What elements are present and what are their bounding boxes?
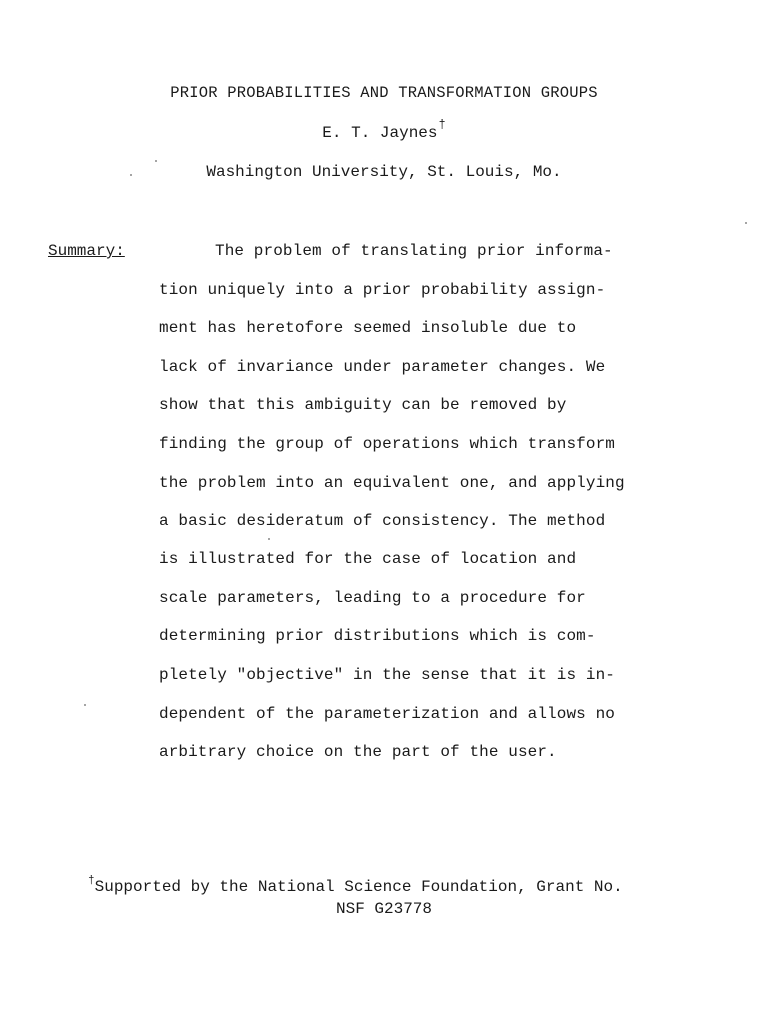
affiliation: Washington University, St. Louis, Mo. xyxy=(206,163,562,181)
summary-line: show that this ambiguity can be removed by xyxy=(159,396,567,414)
grant-number: NSF G23778 xyxy=(335,900,432,918)
summary-line: a basic desideratum of consistency. The method xyxy=(159,512,606,530)
summary-line: ment has heretofore seemed insoluble due to xyxy=(159,319,577,337)
summary-line: pletely "objective" in the sense that it is in- xyxy=(159,666,615,684)
scan-speck xyxy=(268,538,270,540)
author-line xyxy=(0,118,768,142)
paper-title: PRIOR PROBABILITIES AND TRANSFORMATION GROUPS xyxy=(170,84,598,102)
summary-label: Summary: xyxy=(48,242,125,260)
scan-speck xyxy=(130,174,132,176)
scan-speck xyxy=(745,222,747,224)
author-footnote-mark: † xyxy=(438,118,446,132)
scan-speck xyxy=(84,704,86,706)
scan-speck xyxy=(155,160,157,162)
summary-line: dependent of the parameterization and allows no xyxy=(159,705,615,723)
summary-line: lack of invariance under parameter changes. We xyxy=(159,358,606,376)
summary-line: determining prior distributions which is com- xyxy=(159,627,596,645)
author-name: E. T. Jaynes xyxy=(322,124,438,142)
footnote xyxy=(88,875,623,896)
summary-line: arbitrary choice on the part of the user. xyxy=(159,743,557,761)
summary-line: the problem into an equivalent one, and applying xyxy=(159,474,625,492)
summary-line: scale parameters, leading to a procedure for xyxy=(159,589,586,607)
summary-line: The problem of translating prior informa- xyxy=(215,242,613,260)
footnote-text: Supported by the National Science Foundation, Grant No. xyxy=(94,878,623,896)
summary-line: finding the group of operations which transform xyxy=(159,435,615,453)
footnote-mark: † xyxy=(88,875,95,887)
summary-line: tion uniquely into a prior probability assign- xyxy=(159,281,606,299)
summary-line: is illustrated for the case of location and xyxy=(159,550,577,568)
